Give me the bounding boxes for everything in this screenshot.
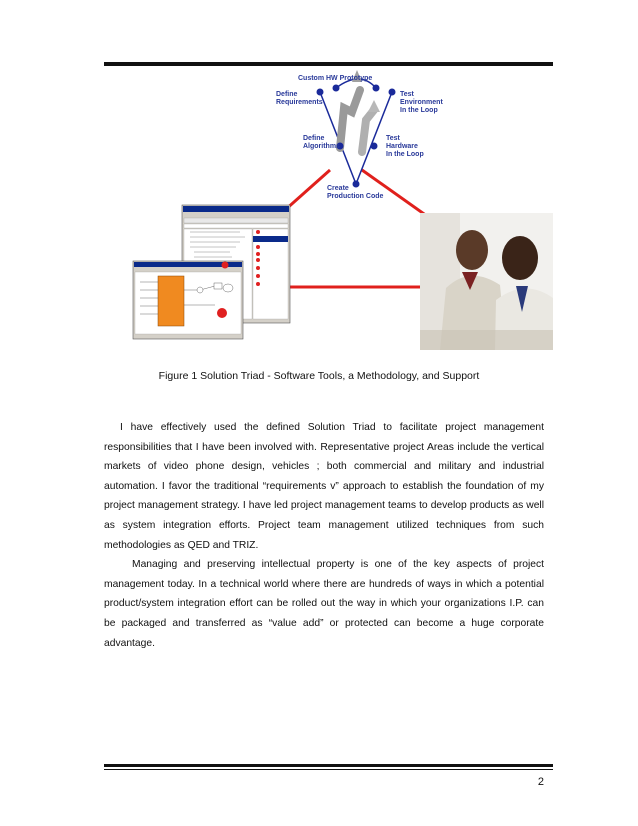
v-label-define-alg-1: Define (303, 135, 325, 142)
solution-triad-figure (0, 0, 638, 360)
requirements-v-diagram (276, 70, 443, 200)
v-label-test-hw-3: In the Loop (386, 151, 424, 158)
v-label-test-hw-2: Hardware (386, 143, 418, 150)
v-label-create-1: Create (327, 185, 349, 192)
footer-rule (104, 764, 553, 767)
v-node-hw (371, 143, 378, 150)
v-label-define-req-1: Define (276, 91, 298, 98)
model-orange-block (158, 276, 184, 326)
v-label-define-alg-2: Algorithms (303, 143, 340, 150)
v-node-top-left (333, 85, 340, 92)
v-label-test-env-3: In the Loop (400, 107, 438, 114)
v-label-top: Custom HW Prototype (298, 75, 373, 82)
support-team-photo (420, 213, 553, 350)
v-node-create (353, 181, 360, 188)
paragraph-2: Managing and preserving intellectual property is one of the key aspects of project management today. In a technical world where there are hundreds of ways in which a potential product/system integration effort can be rolled out the way in which your organizations I.P. can be packaged and transferred as “value add” or protected can become a huge corporate advantage. (104, 559, 544, 649)
paragraph-1: I have effectively used the defined Solution Triad to facilitate project management responsibilities that I have been involved with. Representative project Areas include the vertical markets of video phone design, vehicles ; both commercial and military and industrial automation. I favor the traditional “requirements v” approach to establish the foundation of my project management strategy. I have led project management teams to develop products as well as system integration efforts. Project team management utilized techniques from such methodologies as QED and TRIZ. (104, 422, 544, 551)
v-node-top-right (373, 85, 380, 92)
v-node-env (389, 89, 396, 96)
page-number: 2 (537, 776, 544, 788)
model-window-image (133, 261, 243, 339)
body-text (104, 418, 544, 653)
v-label-create-2: Production Code (327, 193, 384, 200)
figure-caption: Figure 1 Solution Triad - Software Tools, a Methodology, and Support (158, 370, 480, 382)
v-label-define-req-2: Requirements (276, 99, 323, 106)
v-node-req (317, 89, 324, 96)
v-label-test-hw-1: Test (386, 135, 400, 142)
v-label-test-env-1: Test (400, 91, 414, 98)
v-label-test-env-2: Environment (400, 99, 443, 106)
footer-rule-thin (104, 769, 553, 770)
